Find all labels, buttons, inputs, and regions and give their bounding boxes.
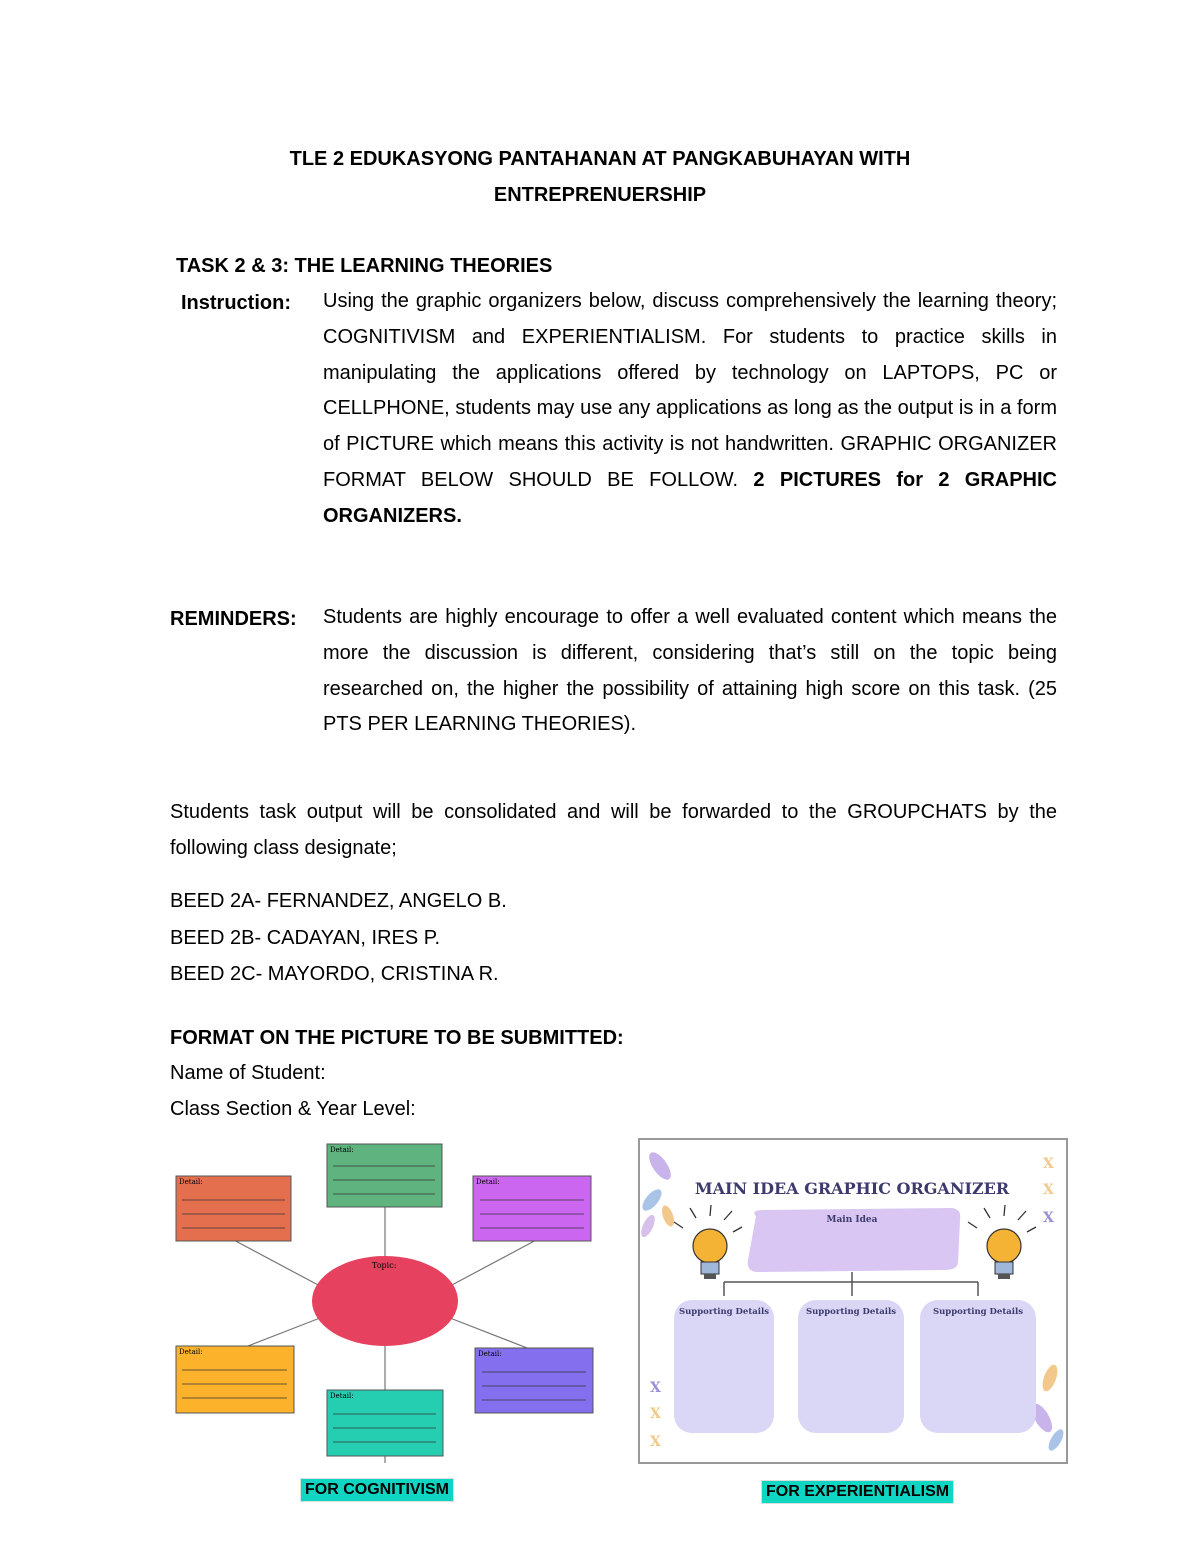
x-mark-top-3: X [1043,1210,1054,1226]
supporting-box-3 [920,1300,1036,1433]
organizer-title: MAIN IDEA GRAPHIC ORGANIZER [694,1179,1010,1198]
designate-2a: BEED 2A- FERNANDEZ, ANGELO B. [170,890,507,912]
designate-2c: BEED 2C- MAYORDO, CRISTINA R. [170,963,499,985]
instruction-body: Using the graphic organizers below, discuss comprehensively the learning theory; COGNITIVISM and EXPERIENTIALISM. For students to practice skills in manipulating the applications offered by technology on LAPTOPS, PC or CELLPHONE, students may use any applications as long as the output is in a form of PICTURE which means this activity is not handwritten. GRAPHIC ORGANIZER FORMAT BELOW SHOULD BE FOLLOW. [323,290,1057,491]
supporting-label-2: Supporting Details [805,1307,897,1317]
detail-box-bottom-left [176,1346,294,1413]
consolidation-text: Students task output will be consolidated and will be forwarded to the GROUPCHATS by the following class designate; [170,801,1057,859]
class-section-label: Class Section & Year Level: [170,1098,416,1120]
reminders-text: Students are highly encourage to offer a well evaluated content which means the more the discussion is different, considering that’s still on the topic being researched on, the higher the possibility of attaining high score on this task. (25 PTS PER LEARNING THEORIES). [323,606,1057,736]
document-title-line1: TLE 2 EDUKASYONG PANTAHANAN AT PANGKABUHAYAN WITH [289,148,911,170]
task-heading: TASK 2 & 3: THE LEARNING THEORIES [176,255,553,277]
detail-label-bottom: Detail: [330,1392,354,1400]
main-idea-label: Main Idea [826,1215,878,1225]
x-mark-bottom-3: X [650,1434,661,1450]
detail-label-top-right: Detail: [476,1178,500,1186]
experientialism-organizer [638,1138,1068,1464]
caption-experientialism: FOR EXPERIENTIALISM [761,1480,954,1504]
instruction-bold: 2 PICTURES for 2 GRAPHIC ORGANIZERS. [323,468,1057,527]
supporting-label-3: Supporting Details [932,1307,1024,1317]
supporting-box-2 [798,1300,904,1433]
detail-label-bottom-right: Detail: [478,1350,502,1358]
x-mark-top-1: X [1043,1156,1054,1172]
instruction-text [323,284,1057,535]
spoke-top-right [450,1238,540,1286]
reminders-label: REMINDERS: [170,608,297,630]
x-mark-top-2: X [1043,1182,1054,1198]
name-of-student-label: Name of Student: [170,1062,326,1084]
x-mark-bottom-2: X [650,1406,661,1422]
supporting-box-1 [674,1300,774,1433]
detail-label-top-left: Detail: [179,1178,203,1186]
document-title-line2: ENTREPRENUERSHIP [493,184,707,206]
format-heading: FORMAT ON THE PICTURE TO BE SUBMITTED: [170,1027,624,1049]
cognitivism-organizer [170,1138,600,1463]
supporting-label-1: Supporting Details [678,1307,770,1317]
x-mark-bottom-1: X [650,1380,661,1396]
detail-label-bottom-left: Detail: [179,1348,203,1356]
detail-label-top: Detail: [330,1146,354,1154]
instruction-label: Instruction: [181,292,291,314]
caption-cognitivism: FOR COGNITIVISM [300,1478,454,1502]
topic-label: Topic: [372,1261,397,1270]
spoke-top-left [230,1238,320,1286]
designate-2b: BEED 2B- CADAYAN, IRES P. [170,927,441,949]
